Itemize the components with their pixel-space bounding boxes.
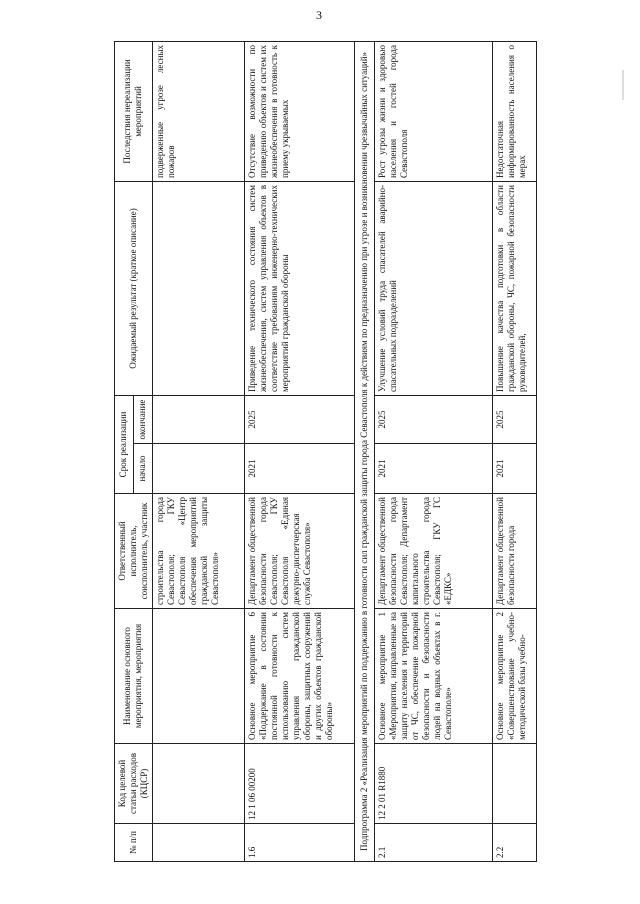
cell-result: Повышение качества подготовки в области гражданской обороны, ЧС, пожарной безопасности руководителей, — [492, 182, 536, 396]
cell-num: 2.2 — [492, 824, 536, 862]
cell-start: 2021 — [492, 444, 536, 494]
header-row — [115, 42, 134, 862]
rotated-table-container — [114, 42, 626, 862]
cell-end: 2025 — [374, 396, 492, 444]
header-start: начало — [133, 444, 152, 494]
cell-end — [152, 396, 244, 444]
measures-table — [114, 41, 537, 862]
cell-result: Приведение технического состояния систем жизнеобеспечения, систем управления объектов в соответствие требованиям инженерно-технических мероприятий гражданской обороны — [244, 182, 354, 396]
cell-num: 2.1 — [374, 824, 492, 862]
header-end: окончание — [133, 396, 152, 444]
cell-name: Основное мероприятие 6 «Поддержание в состоянии постоянной готовности к использованию систем управления гражданской обороны, защитных сооружений и других объектов гражданской обороны» — [244, 609, 354, 744]
table-row — [374, 42, 492, 862]
header-period: Срок реализации — [115, 396, 134, 494]
cell-start — [152, 444, 244, 494]
cell-responsible: Департамент общественной безопасности города Севастополя; ГКУ Севастополя «Единая дежурно-диспетчерская служба Севастополя» — [244, 494, 354, 609]
table-row — [152, 42, 244, 862]
cell-end: 2025 — [244, 396, 354, 444]
cell-kcsr: 12 1 06 00200 — [244, 744, 354, 824]
header-num: № п/п — [115, 824, 153, 862]
cell-consequences: Рост угрозы жизни и здоровью населения и гостей города Севастополя — [374, 42, 492, 182]
cell-result — [152, 182, 244, 396]
header-result: Ожидаемый результат (краткое описание) — [115, 182, 153, 396]
subprogram-title: Подпрограмма 2 «Реализация мероприятий по поддержанию в готовности сил гражданской защиты города Севастополя к действиям по предназначению при угрозе и возникновении чрезвычайных ситуаций» — [354, 42, 374, 862]
header-responsible: Ответственный исполнитель, соисполнитель, участник — [115, 494, 153, 609]
cell-end: 2025 — [492, 396, 536, 444]
cell-result: Улучшение условий труда спасателей аварийно-спасательных подразделений — [374, 182, 492, 396]
cell-kcsr — [492, 744, 536, 824]
header-kcsr: Код целевой статьи расходов (КЦСР) — [115, 744, 153, 824]
header-name: Наименование основного мероприятия, мероприятия — [115, 609, 153, 744]
subprogram-row — [354, 42, 374, 862]
cell-responsible: Департамент общественной безопасности города Севастополя; Департамент капитального строительства города Севастополя; ГКУ ГС «ЕДКС» — [374, 494, 492, 609]
cell-kcsr: 12 2 01 R1880 — [374, 744, 492, 824]
cell-num: 1.6 — [244, 824, 354, 862]
cell-consequences: Недостаточная информированность населения о мерах — [492, 42, 536, 182]
cell-start: 2021 — [374, 444, 492, 494]
cell-consequences: подверженные угрозе лесных пожаров — [152, 42, 244, 182]
cell-responsible: строительства города Севастополя; ГКУ Севастополя «Центр обеспечения мероприятий гражданской защиты Севастополя» — [152, 494, 244, 609]
cell-responsible: Департамент общественной безопасности города — [492, 494, 536, 609]
header-consequences: Последствия нереализации мероприятий — [115, 42, 153, 182]
cell-consequences: Отсутствие возможности по приведению объектов и систем их жизнеобеспечения в готовность к приему укрываемых — [244, 42, 354, 182]
cell-name — [152, 609, 244, 744]
cell-name: Основное мероприятие 1 «Мероприятия, направленные на защиту населения и территорий от ЧС, обеспечение пожарной безопасности и безопасности людей на водных объектах в г. Севастополе» — [374, 609, 492, 744]
page-number: 3 — [316, 8, 322, 22]
cell-start: 2021 — [244, 444, 354, 494]
cell-num — [152, 824, 244, 862]
cell-name: Основное мероприятие 2 «Совершенствование учебно-методической базы учебно- — [492, 609, 536, 744]
table-row — [244, 42, 354, 862]
table-row — [492, 42, 536, 862]
cell-kcsr — [152, 744, 244, 824]
